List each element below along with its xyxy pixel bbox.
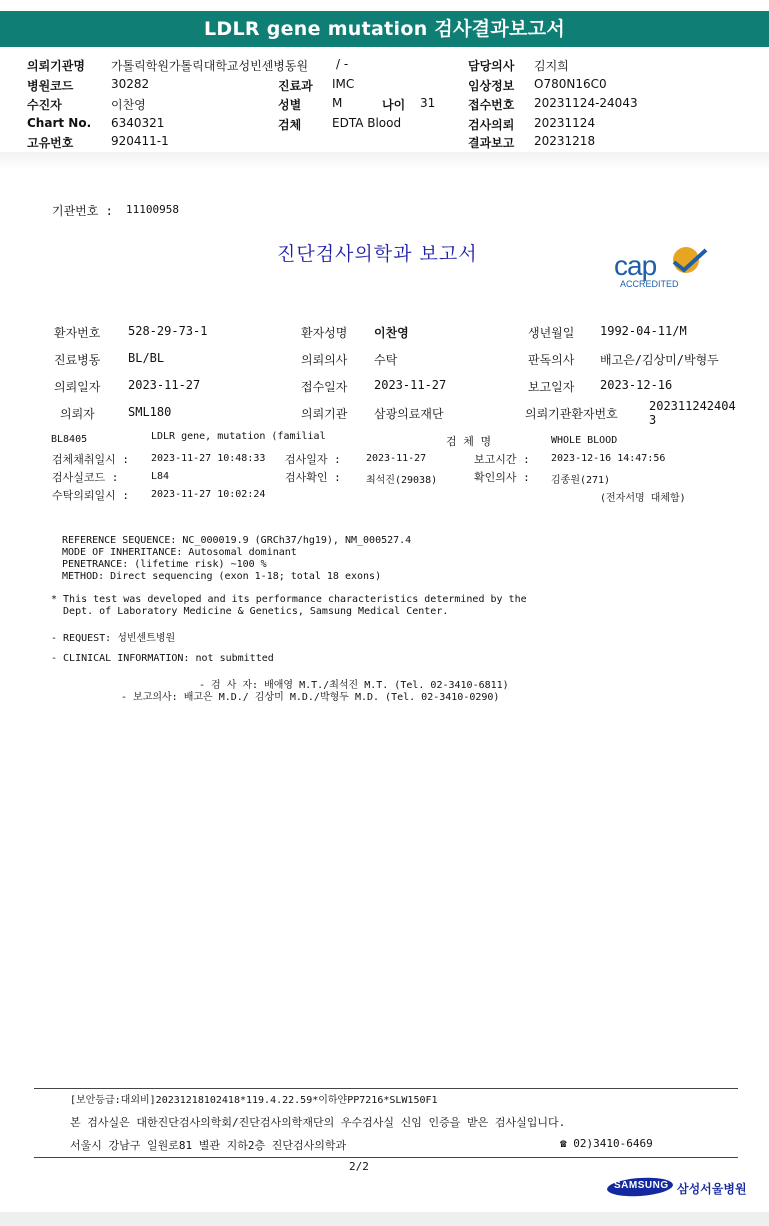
institution-value: 가톨릭학원가톨릭대학교성빈센병동원 <box>111 59 309 73</box>
phone-line: ☎ 02)3410-6469 <box>560 1137 653 1150</box>
collect-label: 검체채취일시 : <box>52 453 130 466</box>
esign-note: (전자서명 대체함) <box>600 493 686 504</box>
department-label: 진료과 <box>278 79 313 93</box>
confirm-label: 검사확인 : <box>285 471 341 484</box>
unique-no-value: 920411-1 <box>111 134 169 148</box>
tester-line: - 검 사 자: 배애영 M.T./최석진 M.T. (Tel. 02-3410-6811) <box>199 680 509 691</box>
reporting-doctor-line: - 보고의사: 배고은 M.D./ 김상미 M.D./박형두 M.D. (Tel. 02-3410-0290) <box>121 692 500 703</box>
patient-name: 이찬영 <box>374 326 409 340</box>
req-doctor: 수탁 <box>374 353 398 367</box>
dob: 1992-04-11/M <box>600 324 687 338</box>
req-inst-patient-no-label: 의뢰기관환자번호 <box>525 407 618 421</box>
institution-no-label: 기관번호 : <box>52 204 113 218</box>
clinical-info-line: - CLINICAL INFORMATION: not submitted <box>51 653 274 664</box>
hospital-name: 삼성서울병원 <box>677 1182 747 1196</box>
req-inst-patient-no-2: 3 <box>649 413 657 427</box>
hospital-code-value: 30282 <box>111 77 150 91</box>
requested-label: 검사의뢰 <box>468 118 515 132</box>
dob-label: 생년월일 <box>528 326 575 340</box>
page-number: 2/2 <box>349 1160 369 1173</box>
clinical-info-value: O780N16C0 <box>534 77 607 91</box>
patient-value: 이찬영 <box>111 98 146 112</box>
test-date: 2023-11-27 <box>366 453 427 464</box>
chart-no-value: 6340321 <box>111 116 165 130</box>
clinical-info-label: 임상정보 <box>468 79 515 93</box>
ref-sequence-line: REFERENCE SEQUENCE: NC_000019.9 (GRCh37/hg19), NM_000527.4 <box>62 535 412 546</box>
specimen-name-label: 검 체 명 <box>446 435 492 448</box>
receipt-no-value: 20231124-24043 <box>534 96 638 110</box>
req-inst-label: 의뢰기관 <box>301 407 348 421</box>
confirm: 최석진(29038) <box>366 475 438 486</box>
room-label: 검사실코드 : <box>52 471 119 484</box>
cap-check-icon <box>668 246 708 276</box>
test-name: LDLR gene, mutation (familial <box>151 431 326 442</box>
certification-line: 본 검사실은 대한진단검사의학회/진단검사의학재단의 우수검사실 신임 인증을 받은 검사실입니다. <box>70 1116 566 1129</box>
note-line-2: Dept. of Laboratory Medicine & Genetics, Samsung Medical Center. <box>51 606 449 617</box>
reported-value: 20231218 <box>534 134 596 148</box>
report-date: 2023-12-16 <box>600 378 673 392</box>
hospital-code-label: 병원코드 <box>27 79 74 93</box>
collect-time: 2023-11-27 10:48:33 <box>151 453 266 464</box>
footer-top-line <box>34 1088 738 1089</box>
confirm-doctor-label: 확인의사 : <box>474 471 530 484</box>
cap-accredited-logo <box>612 246 712 292</box>
unique-no-label: 고유번호 <box>27 136 74 150</box>
req-date-label: 의뢰일자 <box>54 380 101 394</box>
request-line: - REQUEST: 성빈센트병원 <box>51 633 176 644</box>
doctor-label: 담당의사 <box>468 59 515 73</box>
age-label: 나이 <box>382 98 406 112</box>
specimen-value: EDTA Blood <box>332 116 402 130</box>
requested-value: 20231124 <box>534 116 596 130</box>
accept-time: 2023-11-27 10:02:24 <box>151 489 266 500</box>
room-code: L84 <box>151 471 170 482</box>
method-line: METHOD: Direct sequencing (exon 1-18; total 18 exons) <box>62 571 382 582</box>
ward: BL/BL <box>128 351 165 365</box>
samsung-logo <box>606 1177 674 1197</box>
req-date: 2023-11-27 <box>128 378 201 392</box>
cap-logo-text: cap <box>614 250 657 281</box>
lab-report-title: 진단검사의학과 보고서 <box>277 243 478 265</box>
requester-label: 의뢰자 <box>60 407 95 421</box>
test-date-label: 검사일자 : <box>285 453 341 466</box>
chart-no-label: Chart No. <box>27 116 92 130</box>
req-inst-patient-no-1: 202311242404 <box>649 399 736 413</box>
address-line: 서울시 강남구 일원로81 별관 지하2층 진단검사의학과 <box>70 1139 347 1152</box>
page-bottom-margin <box>0 1212 769 1226</box>
institution-no: 11100958 <box>126 203 179 216</box>
patient-name-label: 환자성명 <box>301 326 348 340</box>
receipt-no-label: 접수번호 <box>468 98 515 112</box>
samsung-logo-text: SAMSUNG <box>614 1180 669 1191</box>
reading-doctor: 배고은/김상미/박형두 <box>600 353 719 367</box>
doctor-value: 김지희 <box>534 59 569 73</box>
test-code: BL8405 <box>51 434 88 445</box>
requester: SML180 <box>128 405 172 419</box>
confirm-doctor: 김종원(271) <box>551 475 611 486</box>
penetrance-line: PENETRANCE: (lifetime risk) ~100 % <box>62 559 267 570</box>
accept-label: 수탁의뢰일시 : <box>52 489 130 502</box>
req-doctor-label: 의뢰의사 <box>301 353 348 367</box>
note-line-1: * This test was developed and its performance characteristics determined by the <box>51 594 527 605</box>
specimen-name: WHOLE BLOOD <box>551 435 618 446</box>
cap-accredited-text: ACCREDITED <box>620 279 679 289</box>
security-line: [보안등급:대외비]20231218102418*119.4.22.59*이하얀PP7216*SLW150F1 <box>70 1095 438 1106</box>
institution-suffix: / - <box>336 57 349 71</box>
sex-value: M <box>332 96 343 110</box>
institution-label: 의뢰기관명 <box>27 59 85 73</box>
patient-no: 528-29-73-1 <box>128 324 208 338</box>
reading-doctor-label: 판독의사 <box>528 353 575 367</box>
section-divider <box>0 152 769 170</box>
ward-label: 진료병동 <box>54 353 101 367</box>
age-value: 31 <box>420 96 436 110</box>
patient-no-label: 환자번호 <box>54 326 101 340</box>
req-inst: 삼광의료재단 <box>374 407 444 421</box>
specimen-label: 검체 <box>278 118 302 132</box>
patient-label: 수진자 <box>27 98 62 112</box>
inheritance-line: MODE OF INHERITANCE: Autosomal dominant <box>62 547 297 558</box>
report-date-label: 보고일자 <box>528 380 575 394</box>
receipt-date: 2023-11-27 <box>374 378 447 392</box>
reported-label: 결과보고 <box>468 136 515 150</box>
department-value: IMC <box>332 77 355 91</box>
sex-label: 성별 <box>278 98 302 112</box>
footer-bottom-line <box>34 1157 738 1158</box>
report-title-bar: LDLR gene mutation 검사결과보고서 <box>0 11 769 47</box>
report-time: 2023-12-16 14:47:56 <box>551 453 666 464</box>
report-time-label: 보고시간 : <box>474 453 530 466</box>
receipt-date-label: 접수일자 <box>301 380 348 394</box>
